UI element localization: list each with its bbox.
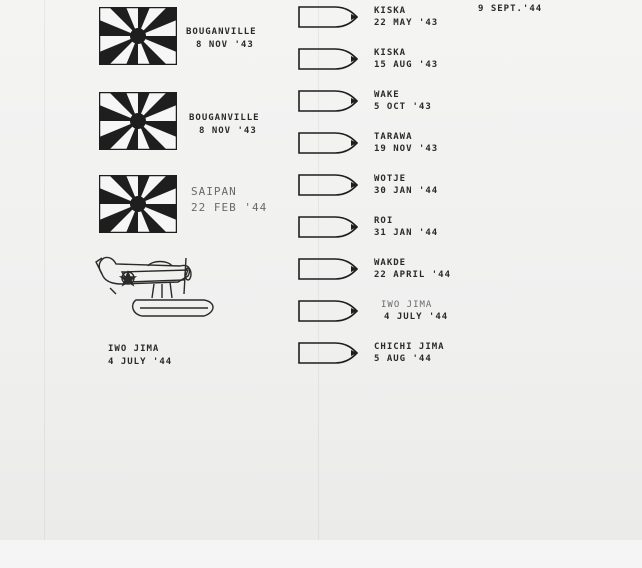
top-right-date: 9 SEPT.'44 [478,4,543,14]
plane-date: 4 JULY '44 [108,357,173,367]
shell-date: 5 AUG '44 [374,354,432,364]
fold-crease [44,0,45,540]
shell-icon [297,298,359,324]
shell-place: IWO JIMA [381,300,433,310]
rising-sun-flag-icon [99,175,177,233]
shell-icon [297,214,359,240]
shell-date: 4 JULY '44 [384,312,449,322]
plane-place: IWO JIMA [108,344,160,354]
shell-date: 19 NOV '43 [374,144,439,154]
shell-icon [297,46,359,72]
shell-place: TARAWA [374,132,413,142]
shell-place: ROI [374,216,394,226]
shell-icon [297,172,359,198]
shell-place: CHICHI JIMA [374,342,445,352]
shell-icon [297,130,359,156]
shell-date: 22 MAY '43 [374,18,439,28]
shell-date: 15 AUG '43 [374,60,439,70]
shell-date: 5 OCT '43 [374,102,432,112]
flag-place: SAIPAN [191,185,237,198]
shell-place: KISKA [374,48,407,58]
shell-place: WOTJE [374,174,407,184]
shell-icon [297,88,359,114]
scan-border [0,540,642,568]
flag-place: BOUGANVILLE [189,113,260,123]
shell-date: 30 JAN '44 [374,186,439,196]
shell-icon [297,4,359,30]
shell-icon [297,256,359,282]
floatplane-icon [92,250,222,328]
rising-sun-flag-icon [99,7,177,65]
shell-place: WAKE [374,90,400,100]
shell-icon [297,340,359,366]
rising-sun-flag-icon [99,92,177,150]
shell-date: 22 APRIL '44 [374,270,452,280]
flag-place: BOUGANVILLE [186,27,257,37]
shell-place: WAKDE [374,258,407,268]
shell-place: KISKA [374,6,407,16]
flag-date: 8 NOV '43 [199,126,257,136]
shell-date: 31 JAN '44 [374,228,439,238]
flag-date: 22 FEB '44 [191,201,268,214]
flag-date: 8 NOV '43 [196,40,254,50]
